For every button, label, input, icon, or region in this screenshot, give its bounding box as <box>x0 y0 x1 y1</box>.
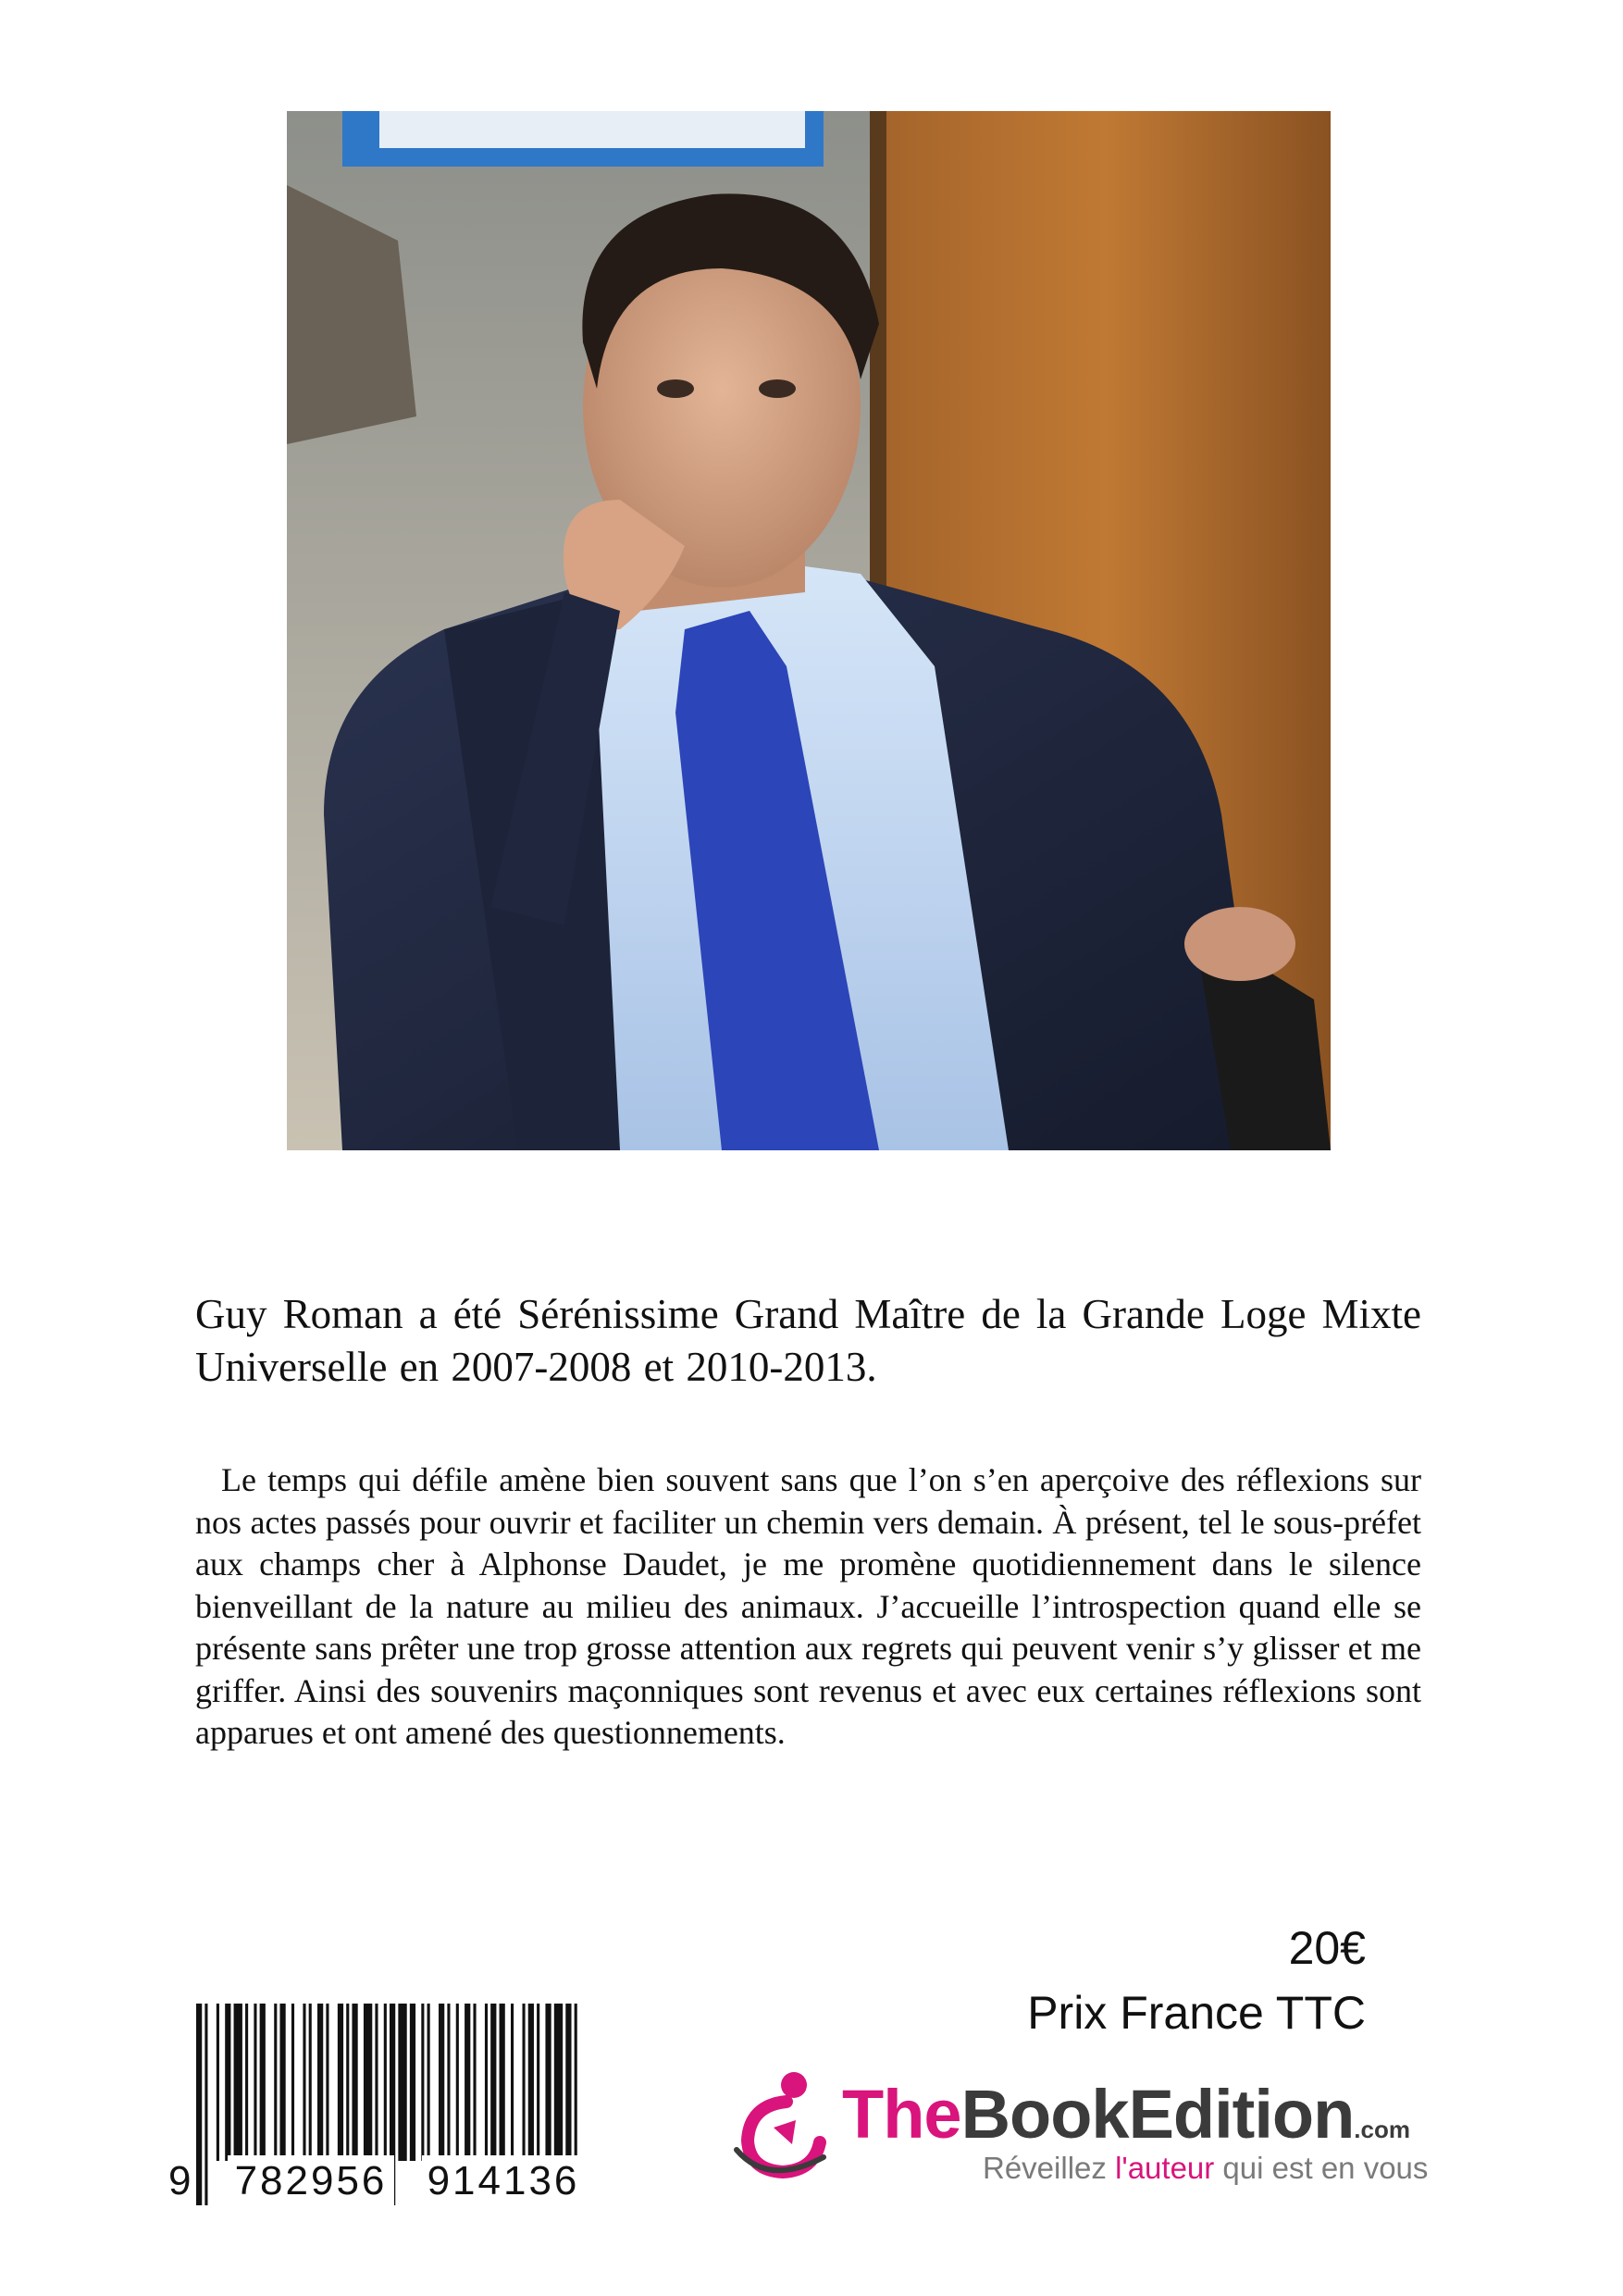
barcode-bar <box>522 2004 525 2161</box>
tagline-start: Réveillez <box>983 2151 1116 2185</box>
barcode-bar <box>565 2004 571 2161</box>
barcode-bar <box>398 2004 406 2161</box>
author-bio: Guy Roman a été Sérénissime Grand Maître de la Grande Loge Mixte Universelle en 2007-2008 et 2010-2013. <box>195 1291 1421 1390</box>
barcode-bar <box>346 2004 349 2161</box>
tagline-accent: l'auteur <box>1115 2151 1215 2185</box>
publisher-logo <box>731 2068 1471 2198</box>
barcode-bar <box>485 2004 488 2161</box>
price-amount: 20€ <box>1288 1922 1366 1974</box>
barcode-bar <box>375 2004 378 2161</box>
barcode-bar <box>245 2004 248 2161</box>
barcode-bar <box>352 2004 357 2161</box>
barcode-bar <box>254 2004 256 2161</box>
barcode-bar <box>473 2004 476 2161</box>
barcode-bar <box>309 2004 312 2161</box>
barcode-bar <box>439 2004 444 2161</box>
barcode-bar <box>291 2004 294 2161</box>
wordmark-bookedition: BookEdition <box>960 2076 1355 2153</box>
barcode-bar <box>490 2004 496 2161</box>
barcode-bar <box>500 2004 505 2161</box>
barcode-bar <box>326 2004 328 2161</box>
barcode-bar <box>364 2004 372 2161</box>
barcode-bar <box>338 2004 343 2161</box>
price-block <box>1027 1916 1366 2045</box>
barcode-bar <box>410 2004 415 2161</box>
barcode-bar <box>554 2004 563 2161</box>
barcode-bar <box>456 2004 459 2161</box>
price-label: Prix France TTC <box>1027 1987 1366 2039</box>
book-blurb: Le temps qui défile amène bien souvent sans que l’on s’en aperçoive des réflexions sur nos actes passés pour ouvrir et faciliter un chemin vers demain. À présent, tel le sous-préfet aux champs cher à Alphonse Daudet, je me promène quotidiennement dans le silence bienveillant de la nature au milieu des animaux. J’accueille l’introspection quand elle se présente sans prêter une trop grosse attention aux regrets qui peuvent venir s’y glisser et me griffer. Ainsi des souvenirs maçonniques sont revenus et avec eux certaines réflexions sont apparues et ont amené des questionnements. <box>195 1461 1421 1751</box>
barcode-bar <box>528 2004 534 2161</box>
barcode-bar <box>465 2004 470 2161</box>
barcode-bar <box>447 2004 450 2161</box>
barcode-bar <box>303 2004 305 2161</box>
author-photo <box>287 111 1331 1150</box>
barcode-bar <box>317 2004 323 2161</box>
publisher-logo-icon <box>731 2068 842 2179</box>
barcode-left-group: 782956 <box>228 2155 394 2207</box>
barcode-bar <box>225 2004 230 2161</box>
wordmark-com: .com <box>1354 2116 1410 2143</box>
barcode-bar <box>260 2004 266 2161</box>
barcode-bar <box>274 2004 277 2161</box>
barcode-digits <box>148 2155 583 2207</box>
barcode-bar <box>234 2004 242 2161</box>
barcode-bar <box>279 2004 285 2161</box>
barcode-bar <box>537 2004 539 2161</box>
barcode-bar <box>427 2004 430 2161</box>
tagline-end: qui est en vous <box>1214 2151 1429 2185</box>
barcode-bar <box>421 2004 424 2161</box>
barcode-bar <box>217 2004 219 2161</box>
barcode-first-digit: 9 <box>163 2155 196 2207</box>
wordmark-the: The <box>842 2076 961 2153</box>
isbn-barcode <box>148 2004 583 2207</box>
barcode-right-group: 914136 <box>422 2155 585 2207</box>
barcode-bar <box>511 2004 514 2161</box>
barcode-bar <box>545 2004 551 2161</box>
publisher-tagline <box>983 2150 1428 2187</box>
